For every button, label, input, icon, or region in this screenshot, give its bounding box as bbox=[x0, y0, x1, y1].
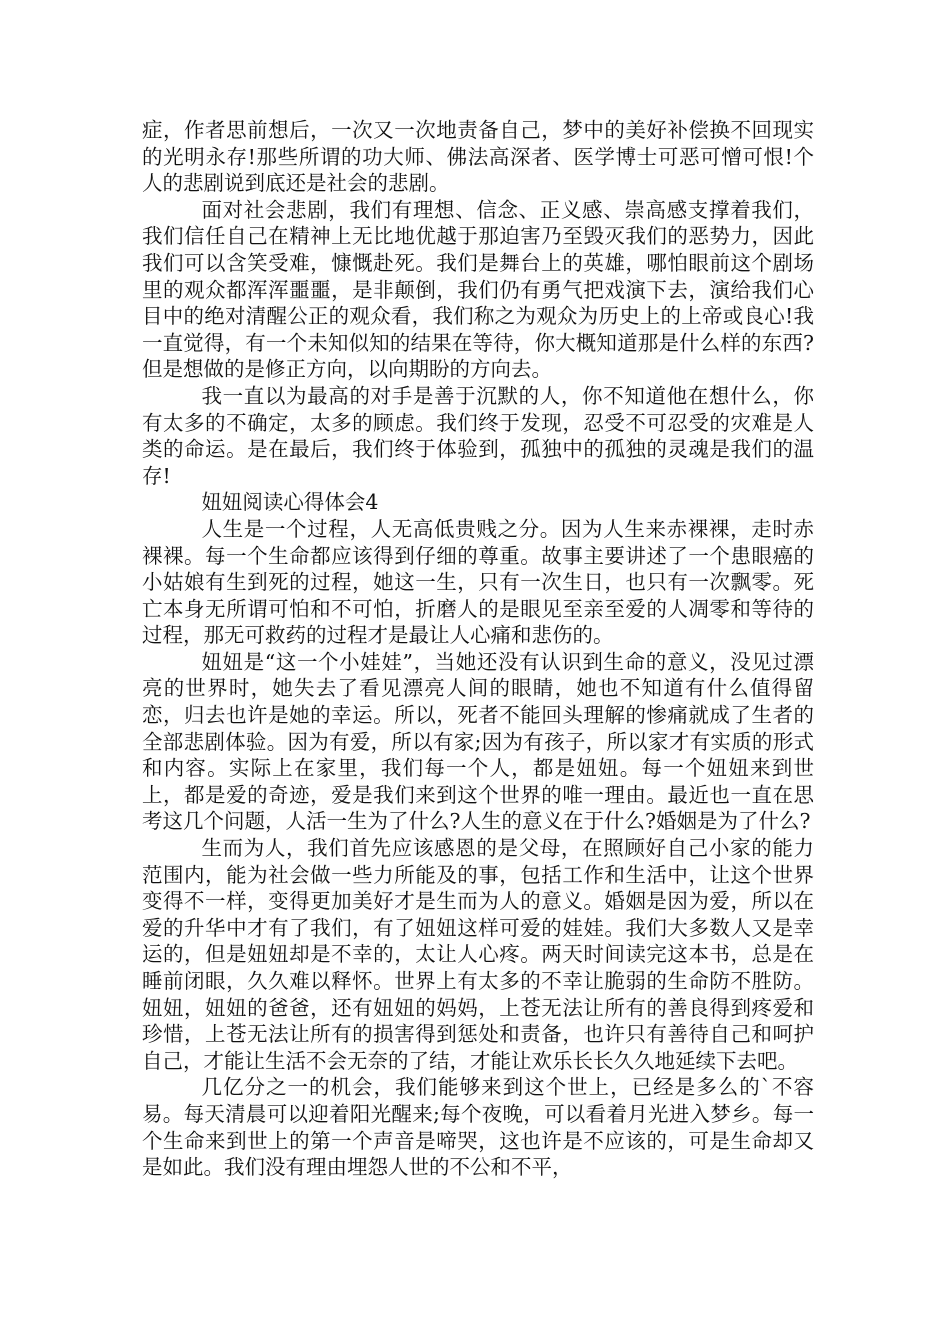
document-body bbox=[142, 117, 814, 1181]
paragraph-3: 我一直以为最高的对手是善于沉默的人，你不知道他在想什么，你有太多的不确定，太多的顾虑。我们终于发现，忍受不可忍受的灾难是人类的命运。是在最后，我们终于体验到，孤独中的孤独的灵魂是我们的温存! bbox=[142, 383, 814, 488]
section-heading: 妞妞阅读心得体会4 bbox=[201, 490, 379, 515]
paragraph-4: 人生是一个过程，人无高低贵贱之分。因为人生来赤裸裸，走时赤裸裸。每一个生命都应该得到仔细的尊重。故事主要讲述了一个患眼癌的小姑娘有生到死的过程，她这一生，只有一次生日，也只有一次飘零。死亡本身无所谓可怕和不可怕，折磨人的是眼见至亲至爱的人凋零和等待的过程，那无可救药的过程才是最让人心痛和悲伤的。 bbox=[142, 516, 814, 648]
paragraph-6: 生而为人，我们首先应该感恩的是父母，在照顾好自己小家的能力范围内，能为社会做一些力所能及的事，包括工作和生活中，让这个世界变得不一样，变得更加美好才是生而为人的意义。婚姻是因为爱，所以在爱的升华中才有了我们，有了妞妞这样可爱的娃娃。我们大多数人又是幸运的，但是妞妞却是不幸的，太让人心疼。两天时间读完这本书，总是在睡前闭眼，久久难以释怀。世界上有太多的不幸让脆弱的生命防不胜防。妞妞，妞妞的爸爸，还有妞妞的妈妈，上苍无法让所有的善良得到疼爱和珍惜，上苍无法让所有的损害得到惩处和责备，也许只有善待自己和呵护自己，才能让生活不会无奈的了结，才能让欢乐长长久久地延续下去吧。 bbox=[142, 836, 814, 1073]
paragraph-2: 面对社会悲剧，我们有理想、信念、正义感、崇高感支撑着我们，我们信任自己在精神上无比地优越于那迫害乃至毁灭我们的恶势力，因此我们可以含笑受难，慷慨赴死。我们是舞台上的英雄，哪怕眼前这个剧场里的观众都浑浑噩噩，是非颠倒，我们仍有勇气把戏演下去，演给我们心目中的绝对清醒公正的观众看，我们称之为观众为历史上的上帝或良心!我一直觉得，有一个未知似知的结果在等待，你大概知道那是什么样的东西?但是想做的是修正方向，以向期盼的方向去。 bbox=[142, 197, 814, 382]
paragraph-7: 几亿分之一的机会，我们能够来到这个世上，已经是多么的`不容易。每天清晨可以迎着阳光醒来;每个夜晚，可以看着月光进入梦乡。每一个生命来到世上的第一个声音是啼哭，这也许是不应该的，可是生命却又是如此。我们没有理由埋怨人世的不公和不平， bbox=[142, 1075, 814, 1180]
paragraph-1: 症，作者思前想后，一次又一次地责备自己，梦中的美好补偿换不回现实的光明永存!那些所谓的功大师、佛法高深者、医学博士可恶可憎可恨!个人的悲剧说到底还是社会的悲剧。 bbox=[142, 118, 814, 196]
paragraph-5: 妞妞是“这一个小娃娃”，当她还没有认识到生命的意义，没见过漂亮的世界时，她失去了看见漂亮人间的眼睛，她也不知道有什么值得留恋，归去也许是她的幸运。所以，死者不能回头理解的惨痛就成了生者的全部悲剧体验。因为有爱，所以有家;因为有孩子，所以家才有实质的形式和内容。实际上在家里，我们每一个人，都是妞妞。每一个妞妞来到世上，都是爱的奇迹，爱是我们来到这个世界的唯一理由。最近也一直在思考这几个问题，人活一生为了什么?人生的意义在于什么?婚姻是为了什么? bbox=[142, 649, 814, 834]
